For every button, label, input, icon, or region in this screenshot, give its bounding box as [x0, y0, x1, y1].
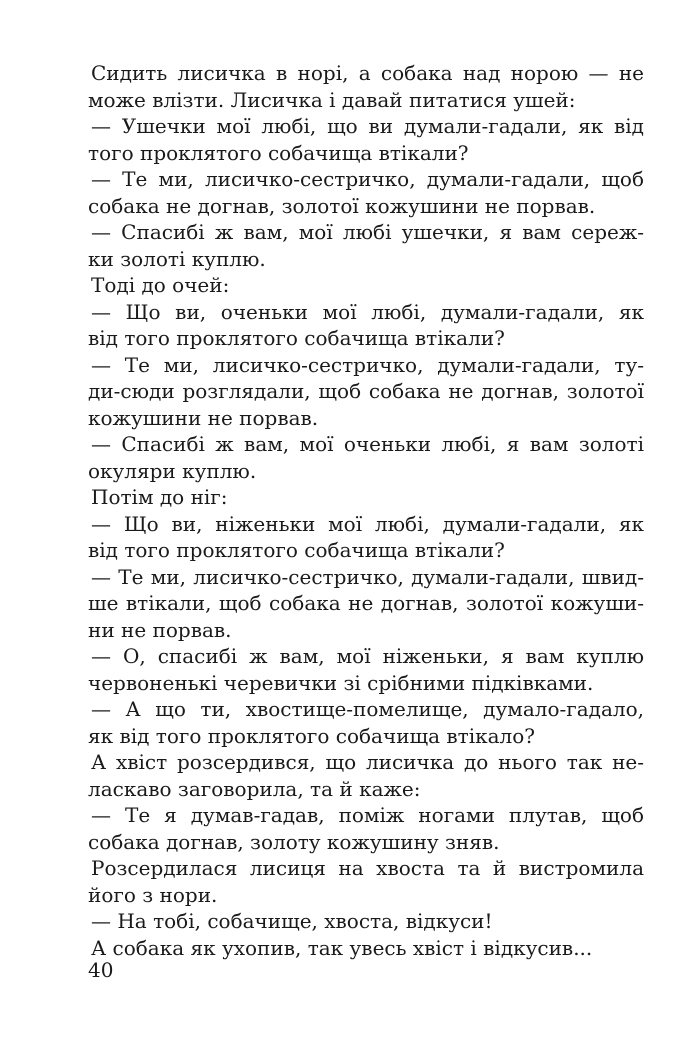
paragraph [88, 855, 644, 908]
text-line: — О, спасибі ж вам, мої ніженьки, я вам куплю [91, 644, 644, 668]
text-line: — А що ти, хвостище-помелище, думало-гадало, [91, 697, 644, 721]
text-line: ше втікали, щоб собака не догнав, золотої кожуши- [88, 591, 644, 615]
text-line: А собака як ухопив, так увесь хвіст і відкусив... [91, 935, 593, 960]
paragraph [88, 564, 644, 644]
text-line: як від того проклятого собачища втікало? [88, 723, 536, 748]
text-line: Сидить лисичка в норі, а собака над норою — не [91, 61, 644, 85]
text-line: — Спасибі ж вам, мої оченьки любі, я вам золоті [91, 432, 644, 456]
text-line: його з нори. [88, 882, 218, 907]
text-line: А хвіст розсердився, що лисичка до нього так не- [91, 750, 644, 774]
paragraph [88, 935, 644, 962]
paragraph [88, 352, 644, 432]
text-line: — На тобі, собачище, хвоста, відкуси! [91, 909, 493, 933]
text-line: — Те ми, лисичко-сестричко, думали-гадали, ту- [91, 352, 644, 377]
paragraph [88, 643, 644, 696]
text-line: Тоді до очей: [91, 273, 230, 297]
text-line: — Спасибі ж вам, мої любі ушечки, я вам сереж- [91, 220, 644, 244]
text-line: від того проклятого собачища втікали? [88, 538, 505, 562]
text-line: окуляри куплю. [88, 458, 257, 483]
paragraph [88, 749, 644, 802]
text-line: ки золоті куплю. [88, 246, 266, 271]
text-line: червоненькі черевички зі срібними підківками. [88, 670, 594, 695]
text-line: собака не догнав, золотої кожушини не порвав. [88, 193, 596, 218]
paragraph [88, 113, 644, 166]
paragraph [88, 60, 644, 113]
paragraph [88, 431, 644, 484]
text-line: — Ушечки мої любі, що ви думали-гадали, як від [91, 114, 644, 138]
text-line: ни не порвав. [88, 617, 232, 642]
paragraph [88, 219, 644, 272]
text-line: ласкаво заговорила, та й каже: [88, 776, 421, 801]
text-line: може влізти. Лисичка і давай питатися ушей: [88, 87, 576, 112]
paragraph [88, 511, 644, 564]
paragraph [88, 696, 644, 749]
paragraph [88, 299, 644, 352]
text-line: — Те ми, лисичко-сестричко, думали-гадали, щоб [91, 167, 644, 191]
paragraph [88, 802, 644, 855]
paragraph [88, 908, 644, 935]
page-number: 40 [88, 958, 114, 982]
paragraph [88, 272, 644, 299]
text-line: Розсердилася лисиця на хвоста та й вистромила [91, 856, 644, 880]
text-line: кожушини не порвав. [88, 405, 319, 430]
text-line: — Те ми, лисичко-сестричко, думали-гадали, швид- [91, 564, 644, 589]
text-line: — Що ви, ніженьки мої любі, думали-гадали, як [91, 511, 644, 536]
text-line: того проклятого собачища втікали? [88, 140, 469, 165]
text-line: ди-сюди розглядали, щоб собака не догнав, золотої [88, 379, 644, 403]
story-text [88, 60, 644, 961]
text-line: — Те я думав-гадав, поміж ногами плутав, щоб [91, 803, 644, 827]
text-line: — Що ви, оченьки мої любі, думали-гадали, як [91, 299, 644, 324]
paragraph [88, 166, 644, 219]
text-line: собака догнав, золоту кожушину зняв. [88, 829, 500, 854]
text-line: від того проклятого собачища втікали? [88, 326, 505, 350]
text-line: Потім до ніг: [91, 485, 228, 509]
paragraph [88, 484, 644, 511]
